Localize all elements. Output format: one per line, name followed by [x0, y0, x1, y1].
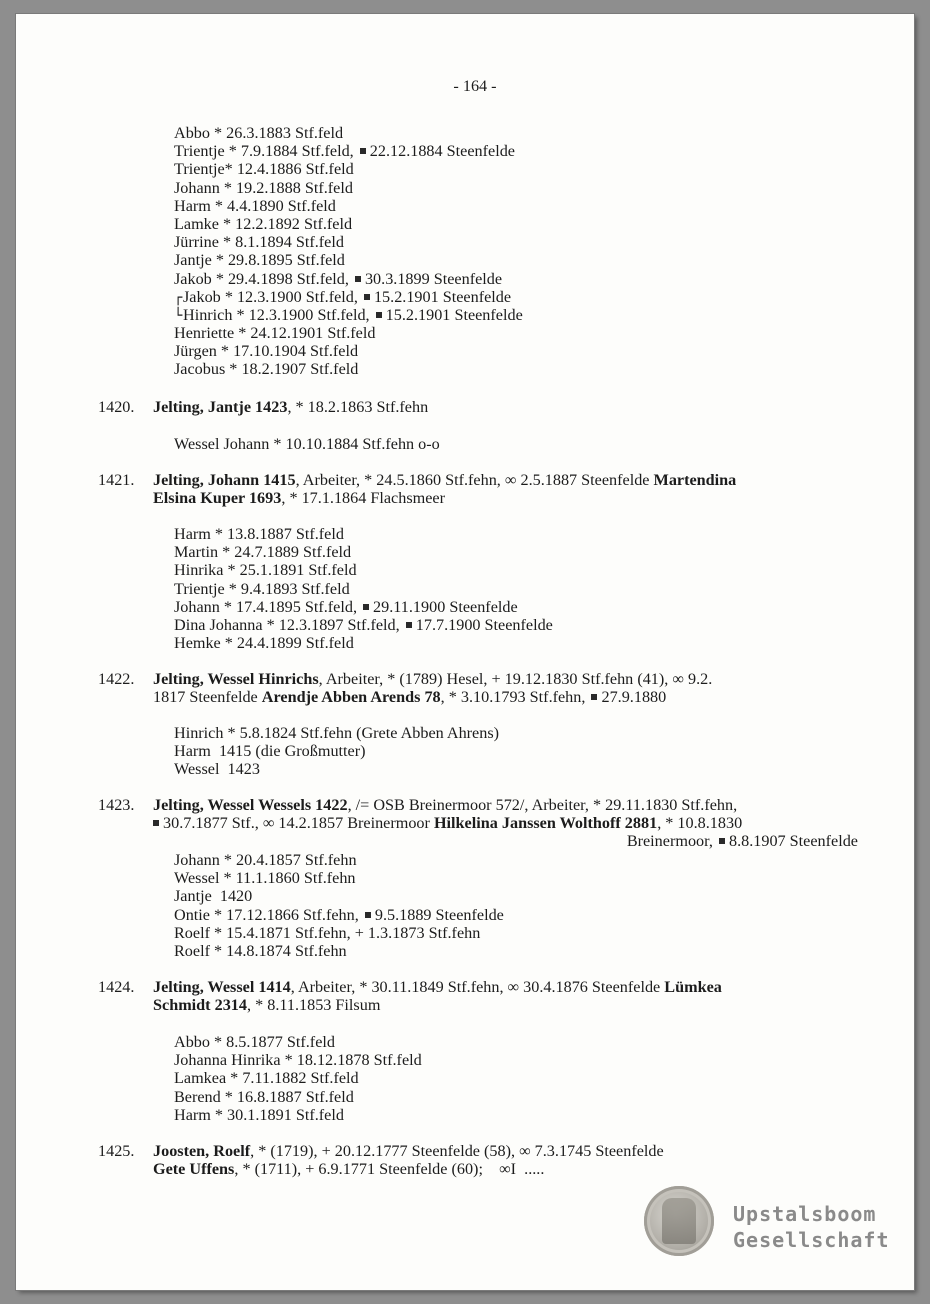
list-item: Wessel Johann * 10.10.1884 Stf.fehn o-o: [174, 435, 440, 453]
entry-number: 1423.: [98, 796, 135, 814]
continuation-children-list: [174, 124, 523, 379]
entry-1421: [98, 471, 858, 507]
death-mark-icon: [719, 838, 725, 844]
list-item: Jürrine * 8.1.1894 Stf.feld: [174, 233, 344, 252]
list-item: Roelf * 15.4.1871 Stf.fehn, + 1.3.1873 Stf.fehn: [174, 923, 481, 942]
list-item: Dina Johanna * 12.3.1897 Stf.feld, 17.7.1900 Steenfelde: [174, 615, 553, 634]
society-name-line1: Upstalsboom: [733, 1202, 877, 1226]
society-seal-icon: [644, 1186, 714, 1256]
list-item: Jürgen * 17.10.1904 Stf.feld: [174, 342, 359, 361]
children-list-1423: [174, 851, 504, 960]
list-item: Harm * 30.1.1891 Stf.feld: [174, 1105, 344, 1124]
death-mark-icon: [153, 820, 159, 826]
list-item: └Hinrich * 12.3.1900 Stf.feld, 15.2.1901 Steenfelde: [174, 305, 523, 324]
list-item: Trientje* 12.4.1886 Stf.feld: [174, 160, 354, 179]
entry-number: 1424.: [98, 978, 135, 996]
children-list-1421: [174, 525, 553, 652]
list-item: Jantje 1420: [174, 887, 253, 906]
society-name-line2: Gesellschaft: [733, 1228, 890, 1252]
death-mark-icon: [363, 604, 369, 610]
entry-heading: Jelting, Jantje 1423, * 18.2.1863 Stf.fehn: [153, 398, 429, 416]
page-number: - 164 -: [453, 77, 497, 95]
death-mark-icon: [360, 148, 366, 154]
entry-number: 1421.: [98, 471, 135, 489]
document-page: [16, 14, 914, 1290]
list-item: Johann * 17.4.1895 Stf.feld, 29.11.1900 Steenfelde: [174, 597, 518, 616]
list-item: Johann * 19.2.1888 Stf.feld: [174, 178, 353, 197]
death-mark-icon: [365, 912, 371, 918]
children-list-1422: [174, 724, 499, 779]
entry-heading: Joosten, Roelf, * (1719), + 20.12.1777 Steenfelde (58), ∞ 7.3.1745 Steenfelde Gete Uffens, * (1711), + 6.9.1771 Steenfelde (60); ∞I .....: [153, 1142, 664, 1179]
twin-bracket-bottom: └: [174, 307, 183, 324]
entry-number: 1425.: [98, 1142, 135, 1160]
list-item: Lamkea * 7.11.1882 Stf.feld: [174, 1069, 359, 1088]
list-item: Harm * 13.8.1887 Stf.feld: [174, 525, 344, 543]
list-item: Henriette * 24.12.1901 Stf.feld: [174, 324, 376, 343]
seal-emblem: [662, 1198, 696, 1244]
entry-1422: [98, 670, 858, 706]
entry-heading: Jelting, Wessel Hinrichs, Arbeiter, * (1789) Hesel, + 19.12.1830 Stf.fehn (41), ∞ 9.2. 1817 Steenfelde Arendje Abben Arends 78, * 3.10.1793 Stf.fehn, 27.9.1880: [153, 670, 713, 707]
list-item: Martin * 24.7.1889 Stf.feld: [174, 543, 352, 562]
list-item: Harm 1415 (die Großmutter): [174, 742, 366, 761]
children-list-1424: [174, 1033, 422, 1124]
list-item: Hemke * 24.4.1899 Stf.feld: [174, 634, 354, 653]
society-name: [733, 1201, 890, 1253]
entry-heading: Jelting, Wessel Wessels 1422, /= OSB Breinermoor 572/, Arbeiter, * 29.11.1830 Stf.fehn, 30.7.1877 Stf., ∞ 14.2.1857 Breinermoor Hilkelina Janssen Wolthoff 2881, * 10.8.1830 Breinermoor, 8.8.1907 Steenfelde: [153, 796, 858, 851]
list-item: Wessel 1423: [174, 760, 260, 779]
entry-1424: [98, 978, 858, 1014]
entry-heading: Jelting, Johann 1415, Arbeiter, * 24.5.1860 Stf.fehn, ∞ 2.5.1887 Steenfelde Martendina Elsina Kuper 1693, * 17.1.1864 Flachsmeer: [153, 471, 737, 508]
list-item: ┌Jakob * 12.3.1900 Stf.feld, 15.2.1901 Steenfelde: [174, 287, 512, 306]
list-item: Wessel * 11.1.1860 Stf.fehn: [174, 869, 356, 888]
list-item: Jakob * 29.4.1898 Stf.feld, 30.3.1899 Steenfelde: [174, 269, 503, 288]
list-item: Trientje * 7.9.1884 Stf.feld, 22.12.1884 Steenfelde: [174, 142, 515, 161]
entry-1420: [98, 398, 858, 416]
list-item: Ontie * 17.12.1866 Stf.fehn, 9.5.1889 Steenfelde: [174, 905, 504, 924]
entry-heading: Jelting, Wessel 1414, Arbeiter, * 30.11.1849 Stf.fehn, ∞ 30.4.1876 Steenfelde Lümkea Schmidt 2314, * 8.11.1853 Filsum: [153, 978, 722, 1015]
list-item: Johann * 20.4.1857 Stf.fehn: [174, 851, 357, 869]
children-list-1420: [174, 435, 440, 453]
list-item: Jantje * 29.8.1895 Stf.feld: [174, 251, 345, 270]
list-item: Hinrich * 5.8.1824 Stf.fehn (Grete Abben Ahrens): [174, 724, 500, 742]
list-item: Abbo * 26.3.1883 Stf.feld: [174, 124, 344, 142]
list-item: Hinrika * 25.1.1891 Stf.feld: [174, 561, 357, 580]
list-item: Jacobus * 18.2.1907 Stf.feld: [174, 360, 359, 379]
list-item: Berend * 16.8.1887 Stf.feld: [174, 1087, 354, 1106]
death-mark-icon: [355, 276, 361, 282]
list-item: Johanna Hinrika * 18.12.1878 Stf.feld: [174, 1051, 422, 1070]
twin-bracket-top: ┌: [174, 289, 183, 306]
list-item: Harm * 4.4.1890 Stf.feld: [174, 196, 336, 215]
death-mark-icon: [406, 622, 412, 628]
death-mark-icon: [591, 694, 597, 700]
entry-number: 1420.: [98, 398, 135, 416]
list-item: Trientje * 9.4.1893 Stf.feld: [174, 579, 350, 598]
death-mark-icon: [376, 312, 382, 318]
entry-1423: [98, 796, 858, 851]
entry-number: 1422.: [98, 670, 135, 688]
death-mark-icon: [364, 294, 370, 300]
entry-1425: [98, 1142, 858, 1178]
list-item: Roelf * 14.8.1874 Stf.fehn: [174, 941, 347, 960]
list-item: Abbo * 8.5.1877 Stf.feld: [174, 1033, 335, 1051]
list-item: Lamke * 12.2.1892 Stf.feld: [174, 214, 353, 233]
